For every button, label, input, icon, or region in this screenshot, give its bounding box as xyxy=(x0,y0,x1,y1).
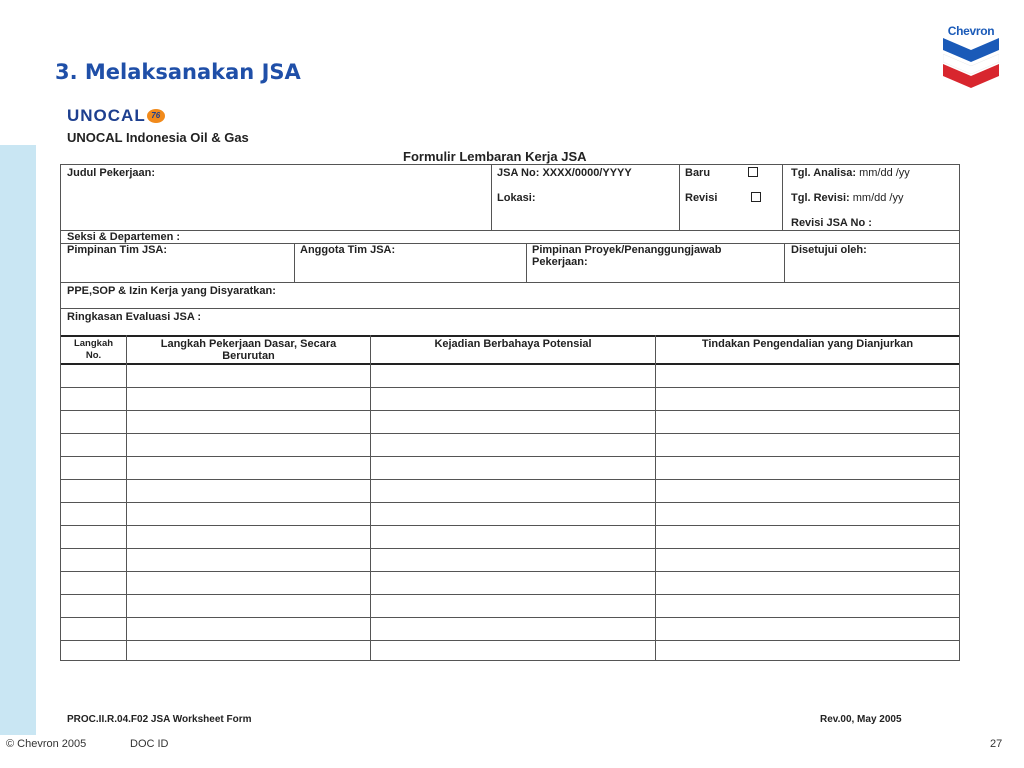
project-leader-line1: Pimpinan Proyek/Penanggungjawab xyxy=(532,244,722,256)
project-leader-line2: Pekerjaan: xyxy=(532,256,588,268)
new-checkbox[interactable] xyxy=(748,167,758,177)
team-leader-label: Pimpinan Tim JSA: xyxy=(67,244,168,256)
revision-date-field xyxy=(791,192,903,204)
jsa-number-value: XXXX/0000/YYYY xyxy=(542,167,632,179)
unocal-76-badge: 76 xyxy=(147,109,165,123)
revision-date-label: Tgl. Revisi: xyxy=(791,192,850,204)
left-accent-bar xyxy=(0,145,36,735)
evaluation-summary-label: Ringkasan Evaluasi JSA : xyxy=(67,311,202,323)
revision-date-value: mm/dd /yy xyxy=(852,192,904,204)
form-revision: Rev.00, May 2005 xyxy=(820,714,902,725)
ppe-label: PPE,SOP & Izin Kerja yang Disyaratkan: xyxy=(67,285,276,297)
chevron-logo-icon xyxy=(943,38,999,88)
doc-id: DOC ID xyxy=(130,738,169,750)
col-potential-hazards: Kejadian Berbahaya Potensial xyxy=(434,338,592,350)
col-basic-steps: Langkah Pekerjaan Dasar, Secara Berurutan xyxy=(160,338,337,362)
slide-title: 3. Melaksanakan JSA xyxy=(55,60,301,84)
company-name: UNOCAL Indonesia Oil & Gas xyxy=(67,130,249,145)
jsa-form xyxy=(60,164,960,661)
project-leader-label xyxy=(532,244,721,268)
location-label: Lokasi: xyxy=(497,192,536,204)
revision-label: Revisi xyxy=(685,192,718,204)
form-code: PROC.II.R.04.F02 JSA Worksheet Form xyxy=(67,714,252,725)
revision-jsa-number-label: Revisi JSA No : xyxy=(791,217,872,229)
copyright: © Chevron 2005 xyxy=(6,738,87,750)
approved-by-label: Disetujui oleh: xyxy=(791,244,867,256)
col-step-no: Langkah No. xyxy=(73,338,114,361)
unocal-logo xyxy=(67,106,165,126)
section-department-label: Seksi & Departemen : xyxy=(67,231,181,243)
analysis-date-field xyxy=(791,167,910,179)
chevron-logo xyxy=(940,24,1002,88)
job-title-label: Judul Pekerjaan: xyxy=(67,167,156,179)
col-recommended-controls: Tindakan Pengendalian yang Dianjurkan xyxy=(701,338,914,350)
analysis-date-label: Tgl. Analisa: xyxy=(791,167,856,179)
chevron-logo-text: Chevron xyxy=(947,24,995,38)
team-members-label: Anggota Tim JSA: xyxy=(300,244,396,256)
jsa-number-label: JSA No: xyxy=(497,167,540,179)
page-number: 27 xyxy=(990,738,1003,750)
unocal-wordmark: UNOCAL xyxy=(67,106,146,125)
revision-checkbox[interactable] xyxy=(751,192,761,202)
jsa-number-field xyxy=(497,167,632,179)
form-title: Formulir Lembaran Kerja JSA xyxy=(403,149,587,164)
analysis-date-value: mm/dd /yy xyxy=(859,167,910,179)
new-label: Baru xyxy=(685,167,711,179)
